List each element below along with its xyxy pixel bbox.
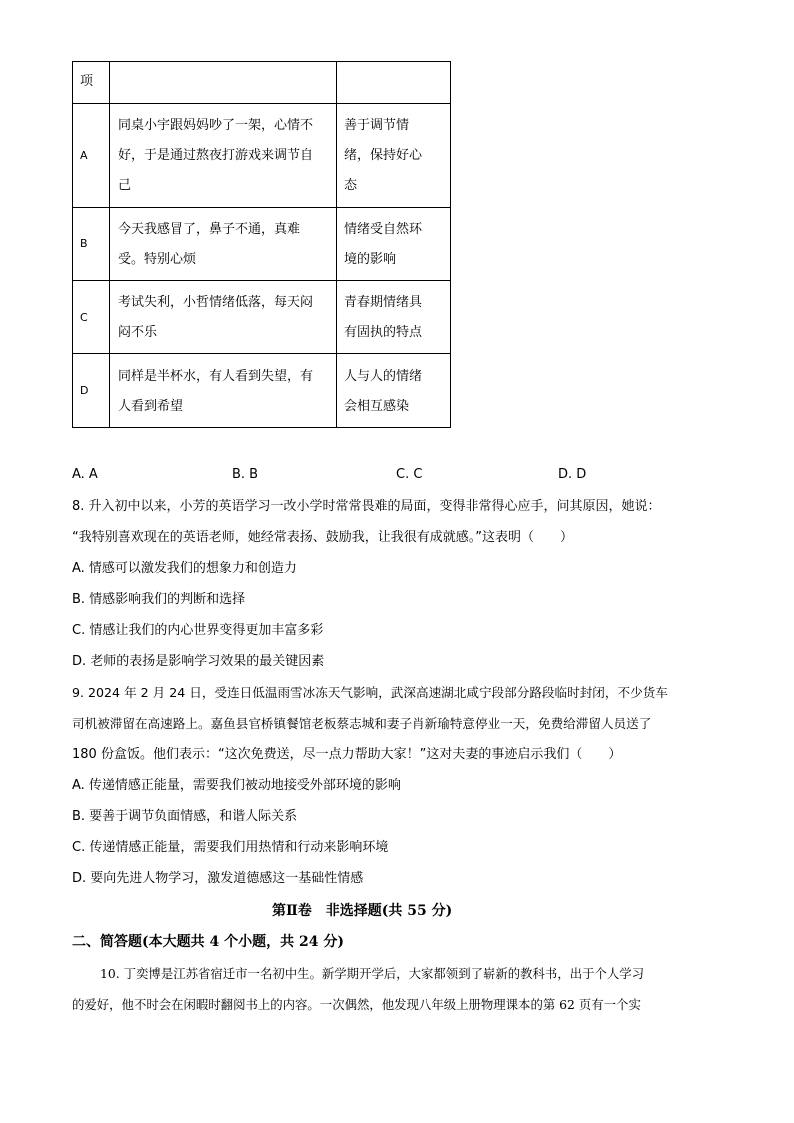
table-row-conclusion [344, 111, 422, 201]
section2-title: 二、简答题(本大题共 4 个小题，共 24 分) [72, 934, 344, 950]
table-header-option: 项 [80, 74, 94, 89]
conclusion-line: 青春期情绪具 [344, 295, 423, 310]
q9-stem-line: 180 份盒饭。他们表示：“这次免费送，尽一点力帮助大家！”这对夫妻的事迹启示我们（ ） [72, 747, 622, 762]
q8-option-c[interactable]: C. 情感让我们的内心世界变得更加丰富多彩 [72, 623, 324, 638]
scenario-line: 好，于是通过熬夜打游戏来调节自 [118, 148, 314, 163]
q10-text-line: 10. 丁奕博是江苏省宿迁市一名初中生。新学期开学后，大家都领到了崭新的教科书，出于个人学习 [100, 966, 645, 981]
table-row-option: A [80, 149, 88, 162]
question-7-table [72, 61, 450, 428]
conclusion-line: 有固执的特点 [344, 325, 423, 340]
table-border [72, 280, 451, 281]
scenario-line: 同桌小宇跟妈妈吵了一架，心情不 [118, 118, 314, 133]
part2-title: 第Ⅱ卷 非选择题(共 55 分) [272, 903, 453, 919]
q7-choice-a[interactable]: A. A [72, 467, 98, 482]
table-border [72, 353, 451, 354]
table-row-option: B [80, 237, 88, 250]
q9-stem-line: 9. 2024 年 2 月 24 日，受连日低温雨雪冰冻天气影响，武深高速湖北咸宁段部分路段临时封闭，不少货车 [72, 685, 668, 700]
table-row-conclusion [344, 215, 422, 275]
q9-option-b[interactable]: B. 要善于调节负面情感，和谐人际关系 [72, 809, 298, 824]
q9-option-d[interactable]: D. 要向先进人物学习，激发道德感这一基础性情感 [72, 871, 364, 886]
q7-choice-c[interactable]: C. C [396, 467, 423, 482]
table-row-option: D [80, 384, 89, 397]
conclusion-line: 绪，保持好心 [344, 148, 423, 163]
table-border [109, 61, 110, 428]
table-row-scenario [118, 362, 313, 422]
scenario-line: 己 [118, 178, 132, 193]
conclusion-line: 善于调节情 [344, 118, 410, 133]
table-row-conclusion [344, 362, 422, 422]
q9-option-a[interactable]: A. 传递情感正能量，需要我们被动地接受外部环境的影响 [72, 778, 401, 793]
conclusion-line: 会相互感染 [344, 399, 410, 414]
q7-choice-b[interactable]: B. B [232, 467, 259, 482]
scenario-line: 受。特别心烦 [118, 252, 197, 267]
table-border [72, 207, 451, 208]
table-row-option: C [80, 311, 88, 324]
q8-stem-line: “我特别喜欢现在的英语老师，她经常表扬、鼓励我，让我很有成就感。”这表明（ ） [72, 530, 573, 545]
table-border [72, 103, 451, 104]
scenario-line: 今天我感冒了，鼻子不通，真难 [118, 222, 301, 237]
q8-option-b[interactable]: B. 情感影响我们的判断和选择 [72, 592, 246, 607]
q7-choice-d[interactable]: D. D [558, 467, 587, 482]
conclusion-line: 态 [344, 178, 358, 193]
scenario-line: 人看到希望 [118, 399, 184, 414]
table-border [72, 61, 73, 428]
table-border [450, 61, 451, 428]
q8-option-a[interactable]: A. 情感可以激发我们的想象力和创造力 [72, 561, 297, 576]
scenario-line: 同样是半杯水，有人看到失望，有 [118, 369, 314, 384]
q10-text-line: 的爱好，他不时会在闲暇时翻阅书上的内容。一次偶然，他发现八年级上册物理课本的第 62 页有一个实 [72, 997, 641, 1012]
table-border [72, 427, 451, 428]
conclusion-line: 境的影响 [344, 252, 397, 267]
q9-stem-line: 司机被滞留在高速路上。嘉鱼县官桥镇餐馆老板蔡志城和妻子肖新瑜特意停业一天，免费给滞留人员送了 [72, 716, 652, 731]
table-row-conclusion [344, 288, 422, 348]
scenario-line: 闷不乐 [118, 325, 158, 340]
conclusion-line: 人与人的情绪 [344, 369, 423, 384]
table-row-scenario [118, 215, 300, 275]
q8-option-d[interactable]: D. 老师的表扬是影响学习效果的最关键因素 [72, 654, 325, 669]
conclusion-line: 情绪受自然环 [344, 222, 423, 237]
table-row-scenario [118, 288, 313, 348]
table-border [72, 61, 451, 62]
scenario-line: 考试失利，小哲情绪低落，每天闷 [118, 295, 314, 310]
q8-stem-line: 8. 升入初中以来，小芳的英语学习一改小学时常常畏难的局面，变得非常得心应手，问其原因，她说： [72, 499, 661, 514]
table-row-scenario [118, 111, 313, 201]
table-border [336, 61, 337, 428]
q9-option-c[interactable]: C. 传递情感正能量，需要我们用热情和行动来影响环境 [72, 840, 389, 855]
